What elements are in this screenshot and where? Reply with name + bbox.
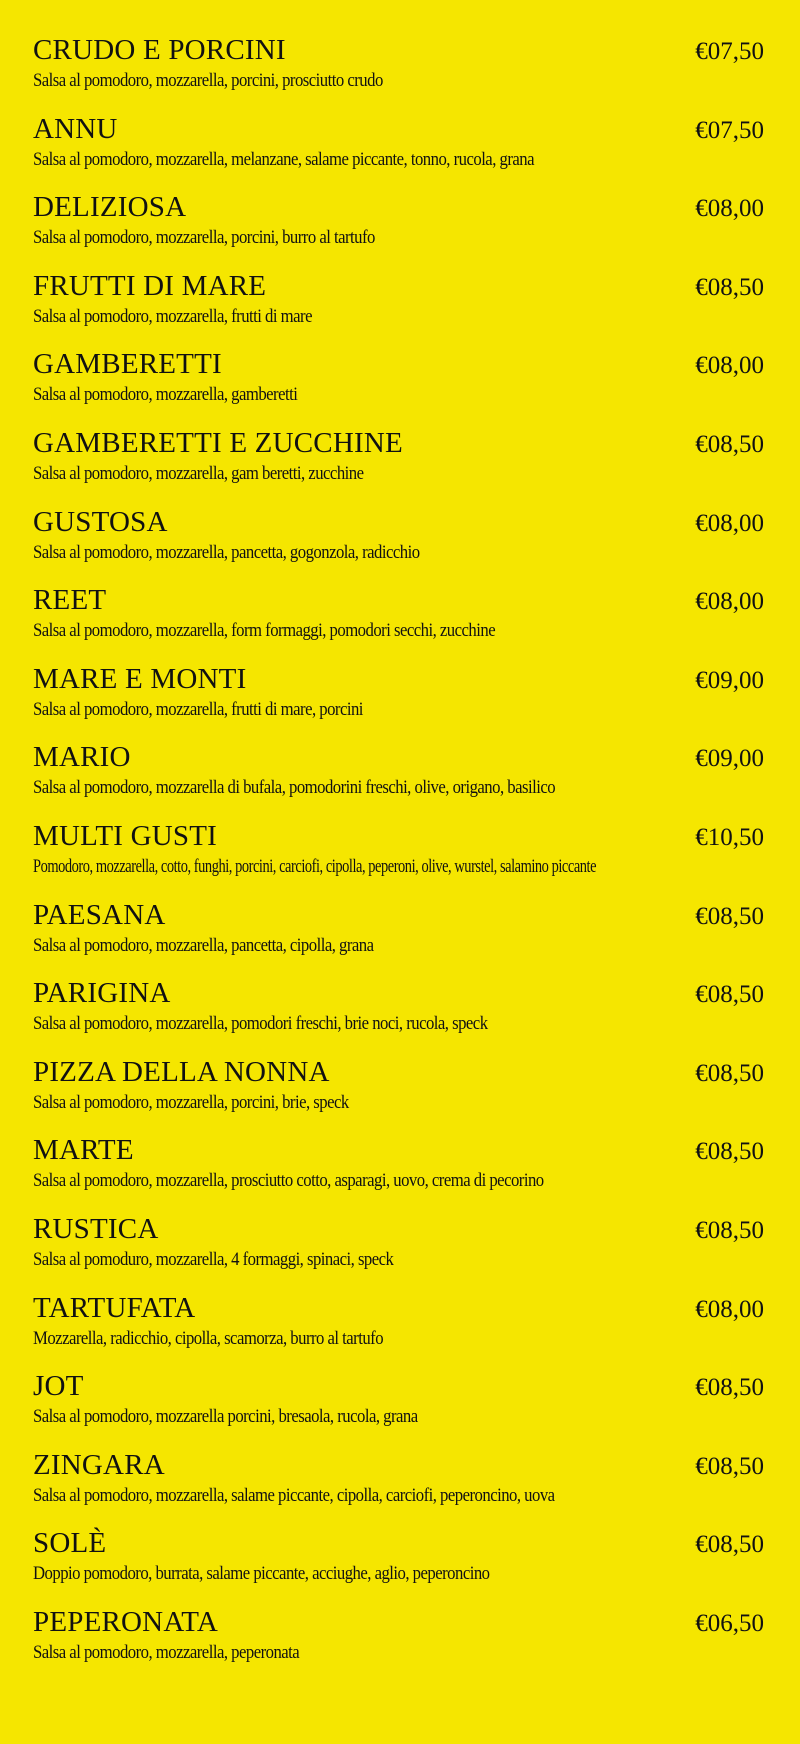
item-description: Salsa al pomodoro, mozzarella, gam beretti, zucchine [33,462,364,484]
item-price: €08,50 [695,902,764,930]
item-description: Salsa al pomodoro, mozzarella di bufala, pomodorini freschi, olive, origano, basilico [33,777,556,799]
item-name: ANNU [33,112,118,145]
menu-item-paesana [0,899,800,978]
item-description: Salsa al pomodoro, mozzarella, frutti di mare, porcini [33,698,363,720]
menu-item-header [33,1527,764,1561]
item-description: Salsa al pomodoro, mozzarella, gamberetti [33,384,298,406]
item-name: DELIZIOSA [33,191,187,224]
item-price: €08,50 [695,1531,764,1559]
item-price: €08,50 [695,430,764,458]
menu-item-header [33,663,764,697]
item-description: Pomodoro, mozzarella, cotto, funghi, porcini, carciofi, cipolla, peperoni, olive, wurstel, salamino piccante [33,855,597,877]
menu-item-reet [0,584,800,663]
item-price: €08,50 [695,981,764,1009]
menu-item-header [33,506,764,540]
item-price: €09,00 [695,745,764,773]
menu-item-gustosa [0,506,800,585]
item-name: ZINGARA [33,1448,165,1481]
item-name: RUSTICA [33,1212,159,1245]
menu-item-multi-gusti [0,820,800,899]
menu-item-header [33,741,764,775]
item-name: PARIGINA [33,977,171,1010]
item-name: MARTE [33,1134,134,1167]
item-name: GUSTOSA [33,505,168,538]
item-description: Salsa al pomodoro, mozzarella, pomodori freschi, brie noci, rucola, speck [33,1013,488,1035]
menu-item-peperonata [0,1606,800,1685]
item-name: MARE E MONTI [33,662,247,695]
item-name: CRUDO E PORCINI [33,34,286,66]
item-description: Mozzarella, radicchio, cipolla, scamorza, burro al tartufo [33,1327,384,1349]
item-name: SOLÈ [33,1527,107,1560]
menu-item-header [33,584,764,618]
menu-item-zingara [0,1449,800,1528]
item-name: GAMBERETTI [33,348,222,381]
item-price: €08,50 [695,273,764,301]
menu-item-marte [0,1134,800,1213]
item-price: €10,50 [695,823,764,851]
menu-item-header [33,34,764,68]
item-price: €08,50 [695,1059,764,1087]
item-name: REET [33,584,107,617]
menu-item-deliziosa [0,191,800,270]
item-price: €08,50 [695,1374,764,1402]
item-description: Doppio pomodoro, burrata, salame piccante, acciughe, aglio, peperoncino [33,1563,490,1585]
menu-item-pizza-della-nonna [0,1056,800,1135]
menu-item-header [33,1134,764,1168]
item-description: Salsa al pomodoro, mozzarella, frutti di mare [33,305,312,327]
item-price: €08,00 [695,509,764,537]
item-name: MARIO [33,741,131,774]
menu-item-crudo-e-porcini [0,34,800,113]
menu-item-rustica [0,1213,800,1292]
menu-item-annu [0,113,800,192]
item-description: Salsa al pomodoro, mozzarella, porcini, prosciutto crudo [33,70,383,91]
item-name: PEPERONATA [33,1605,218,1638]
item-name: FRUTTI DI MARE [33,269,267,302]
item-price: €08,00 [695,1295,764,1323]
item-name: PAESANA [33,898,166,931]
menu-item-header [33,191,764,225]
item-price: €08,00 [695,352,764,380]
item-description: Salsa al pomodoro, mozzarella, melanzane, salame piccante, tonno, rucola, grana [33,148,534,170]
menu-item-parigina [0,977,800,1056]
item-price: €07,50 [695,38,764,65]
item-name: PIZZA DELLA NONNA [33,1055,330,1088]
item-description: Salsa al pomodoro, mozzarella, pancetta, cipolla, grana [33,934,374,956]
item-name: JOT [33,1370,84,1403]
menu-item-sole [0,1527,800,1606]
menu-item-gamberetti-e-zucchine [0,427,800,506]
menu-item-mario [0,741,800,820]
menu-item-header [33,1370,764,1404]
item-price: €08,50 [695,1216,764,1244]
menu-item-mare-e-monti [0,663,800,742]
item-price: €06,50 [695,1609,764,1637]
item-price: €09,00 [695,666,764,694]
item-description: Salsa al pomodoro, mozzarella, porcini, brie, speck [33,1091,349,1113]
menu-item-header [33,1213,764,1247]
item-description: Salsa al pomodoro, mozzarella, prosciutto cotto, asparagi, uovo, crema di pecorino [33,1170,544,1192]
menu-item-jot [0,1370,800,1449]
item-description: Salsa al pomodoro, mozzarella, salame piccante, cipolla, carciofi, peperoncino, uova [33,1484,555,1506]
menu-item-header [33,113,764,147]
item-price: €08,50 [695,1452,764,1480]
menu-item-header [33,427,764,461]
item-name: TARTUFATA [33,1291,196,1324]
menu-item-header [33,348,764,382]
item-price: €07,50 [695,116,764,144]
item-description: Salsa al pomodoro, mozzarella, pancetta, gogonzola, radicchio [33,541,420,563]
menu-item-header [33,270,764,304]
item-description: Salsa al pomodoro, mozzarella, form formaggi, pomodori secchi, zucchine [33,620,496,642]
menu-item-header [33,820,764,854]
menu-item-frutti-di-mare [0,270,800,349]
item-description: Salsa al pomodoro, mozzarella, porcini, burro al tartufo [33,227,375,249]
item-description: Salsa al pomodoro, mozzarella porcini, bresaola, rucola, grana [33,1406,418,1428]
item-description: Salsa al pomoduro, mozzarella, 4 formaggi, spinaci, speck [33,1248,394,1270]
menu-item-gamberetti [0,348,800,427]
item-price: €08,50 [695,1138,764,1166]
menu-item-header [33,1606,764,1640]
item-price: €08,00 [695,195,764,223]
menu-item-header [33,899,764,933]
item-name: GAMBERETTI E ZUCCHINE [33,426,403,459]
menu-item-header [33,1292,764,1326]
menu-item-header [33,1449,764,1483]
menu-item-header [33,977,764,1011]
item-description: Salsa al pomodoro, mozzarella, peperonata [33,1641,300,1663]
item-price: €08,00 [695,588,764,616]
item-name: MULTI GUSTI [33,819,217,852]
menu-item-header [33,1056,764,1090]
menu-item-tartufata [0,1292,800,1371]
